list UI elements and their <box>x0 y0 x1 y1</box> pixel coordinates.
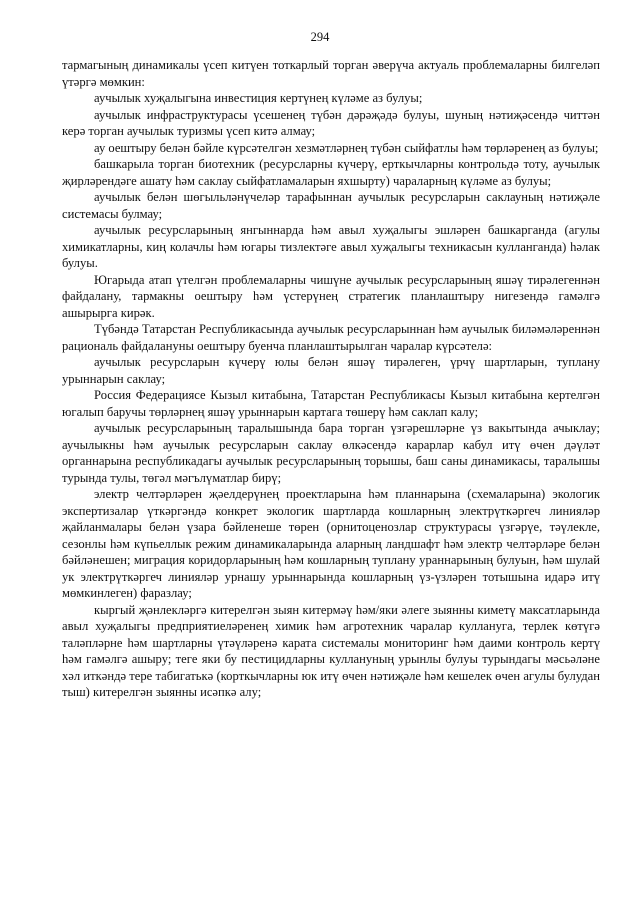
paragraph-8: Югарыда атап үтелгән проблемаларны чишүне аучылык ресурсларының яшәү тирәлегеннән файдалану, тармакны оештыру һәм үстерүнең стратегик планлаштыру нигезендә гамәлгә ашырырга кирәк. <box>62 272 600 320</box>
paragraph-9: Түбәндә Татарстан Республикасында аучылык ресурсларыннан һәм аучылык биләмәләреннән рациональ файдалануны оештыру буенча планлаштырылган чаралар күрсәтелә: <box>62 322 600 353</box>
page-number: 294 <box>310 30 330 44</box>
paragraph-13: электр челтәрләрен җәелдерүнең проектларына һәм планнарына (схемаларына) экологик экспертизалар үткәргәндә конкрет экологик шартларда кошларның электрүткәргеч линияләр җайланмалары белән үзара бәйленеше төрен (орнитоценозлар структурасы үзгәрүе, тәүлекле, сезонлы һәм күпьеллык режим динамикаларында аларның ландшафт һәм электр челтәрләре белән бәйләнешен; миграция коридорларының һәм кошларның туплану ураннарының булуын, һәм шулай ук электрүткәргеч линияләр урнашу урыннарында кошларның үз-үзләрен тотышына идарә итү мөмкинлеген) фаразлау; <box>62 487 600 600</box>
paragraph-11: Россия Федерациясе Кызыл китабына, Татарстан Республикасы Кызыл китабына кертелгән югалып баручы төрләрнең яшәү урыннарын картага төшерү һәм саклап калу; <box>62 388 600 419</box>
paragraph-7: аучылык ресурсларының янгыннарда һәм авыл хуҗалыгы эшләрен башкарганда (агулы химикатларны, киң колачлы һәм югары тизлектәге авыл хуҗалыгы техникасын кулланганда) һәлак булуы. <box>62 223 600 270</box>
paragraph-10: аучылык ресурсларын күчерү юлы белән яшәү тирәлеген, үрчү шартларын, туплану урыннарын саклау; <box>62 355 600 386</box>
paragraph-5: башкарыла торган биотехник (ресурсларны күчерү, ерткычларны контрольдә тоту, аучылык җирләрендәге ашату һәм саклау сыйфатламаларын яхшырту) чараларның күләме аз булуы; <box>62 157 600 188</box>
body-text <box>62 57 600 701</box>
paragraph-3: аучылык инфраструктурасы үсешенең түбән дәрәҗәдә булуы, шуның нәтиҗәсендә читтән керә торган аучылык туризмы үсеп китә алмау; <box>62 107 600 138</box>
paragraph-2: аучылык хуҗалыгына инвестиция кертүнең күләме аз булуы; <box>94 91 423 105</box>
paragraph-4: ау оештыру белән бәйле күрсәтелгән хезмәтләрнең түбән сыйфатлы һәм төрләренең аз булуы; <box>94 140 599 155</box>
paragraph-1: тармагының динамикалы үсеп китүен тоткарлый торган әверүча актуаль проблемаларны билгеләп үтәргә мөмкин: <box>62 58 600 89</box>
paragraph-6: аучылык белән шөгыльләнүчеләр тарафыннан аучылык ресурсларын саклауның нәтиҗәле системасы булмау; <box>62 190 600 221</box>
paragraph-12: аучылык ресурсларының таралышында бара торган үзгәрешләрне үз вакытында ачыклау; аучылыкны һәм аучылык ресурсларын саклау өлкәсендә карарлар кабул итү өчен дәүләт органнарына республикадагы аучылык ресурсларының торышы, баш саны динамикасы, таралышы турында тулы, төгәл мәгълүматлар бирү; <box>62 421 600 485</box>
paragraph-14: кыргый җәнлекләргә китерелгән зыян китермәү һәм/яки әлеге зыянны киметү максатларында авыл хуҗалыгы предприятиеләренең химик һәм агротехник чаралар куллануга, терлек көтүгә таләпләрне һәм шартларны үтәүләренә карата системалы мониторинг һәм даими контроль кертү һәм гамәлгә ашыру; тегe яки бу пестицидларны куллануның урынлы булуы турындагы мәсьәләне хәл иткәндә тере табигатькә (корткычларны юк итү өчен нәтиҗәле һәм кешелек өчен агулы булудан тыш) китерелгән зыянны исәпкә алу; <box>62 602 600 699</box>
